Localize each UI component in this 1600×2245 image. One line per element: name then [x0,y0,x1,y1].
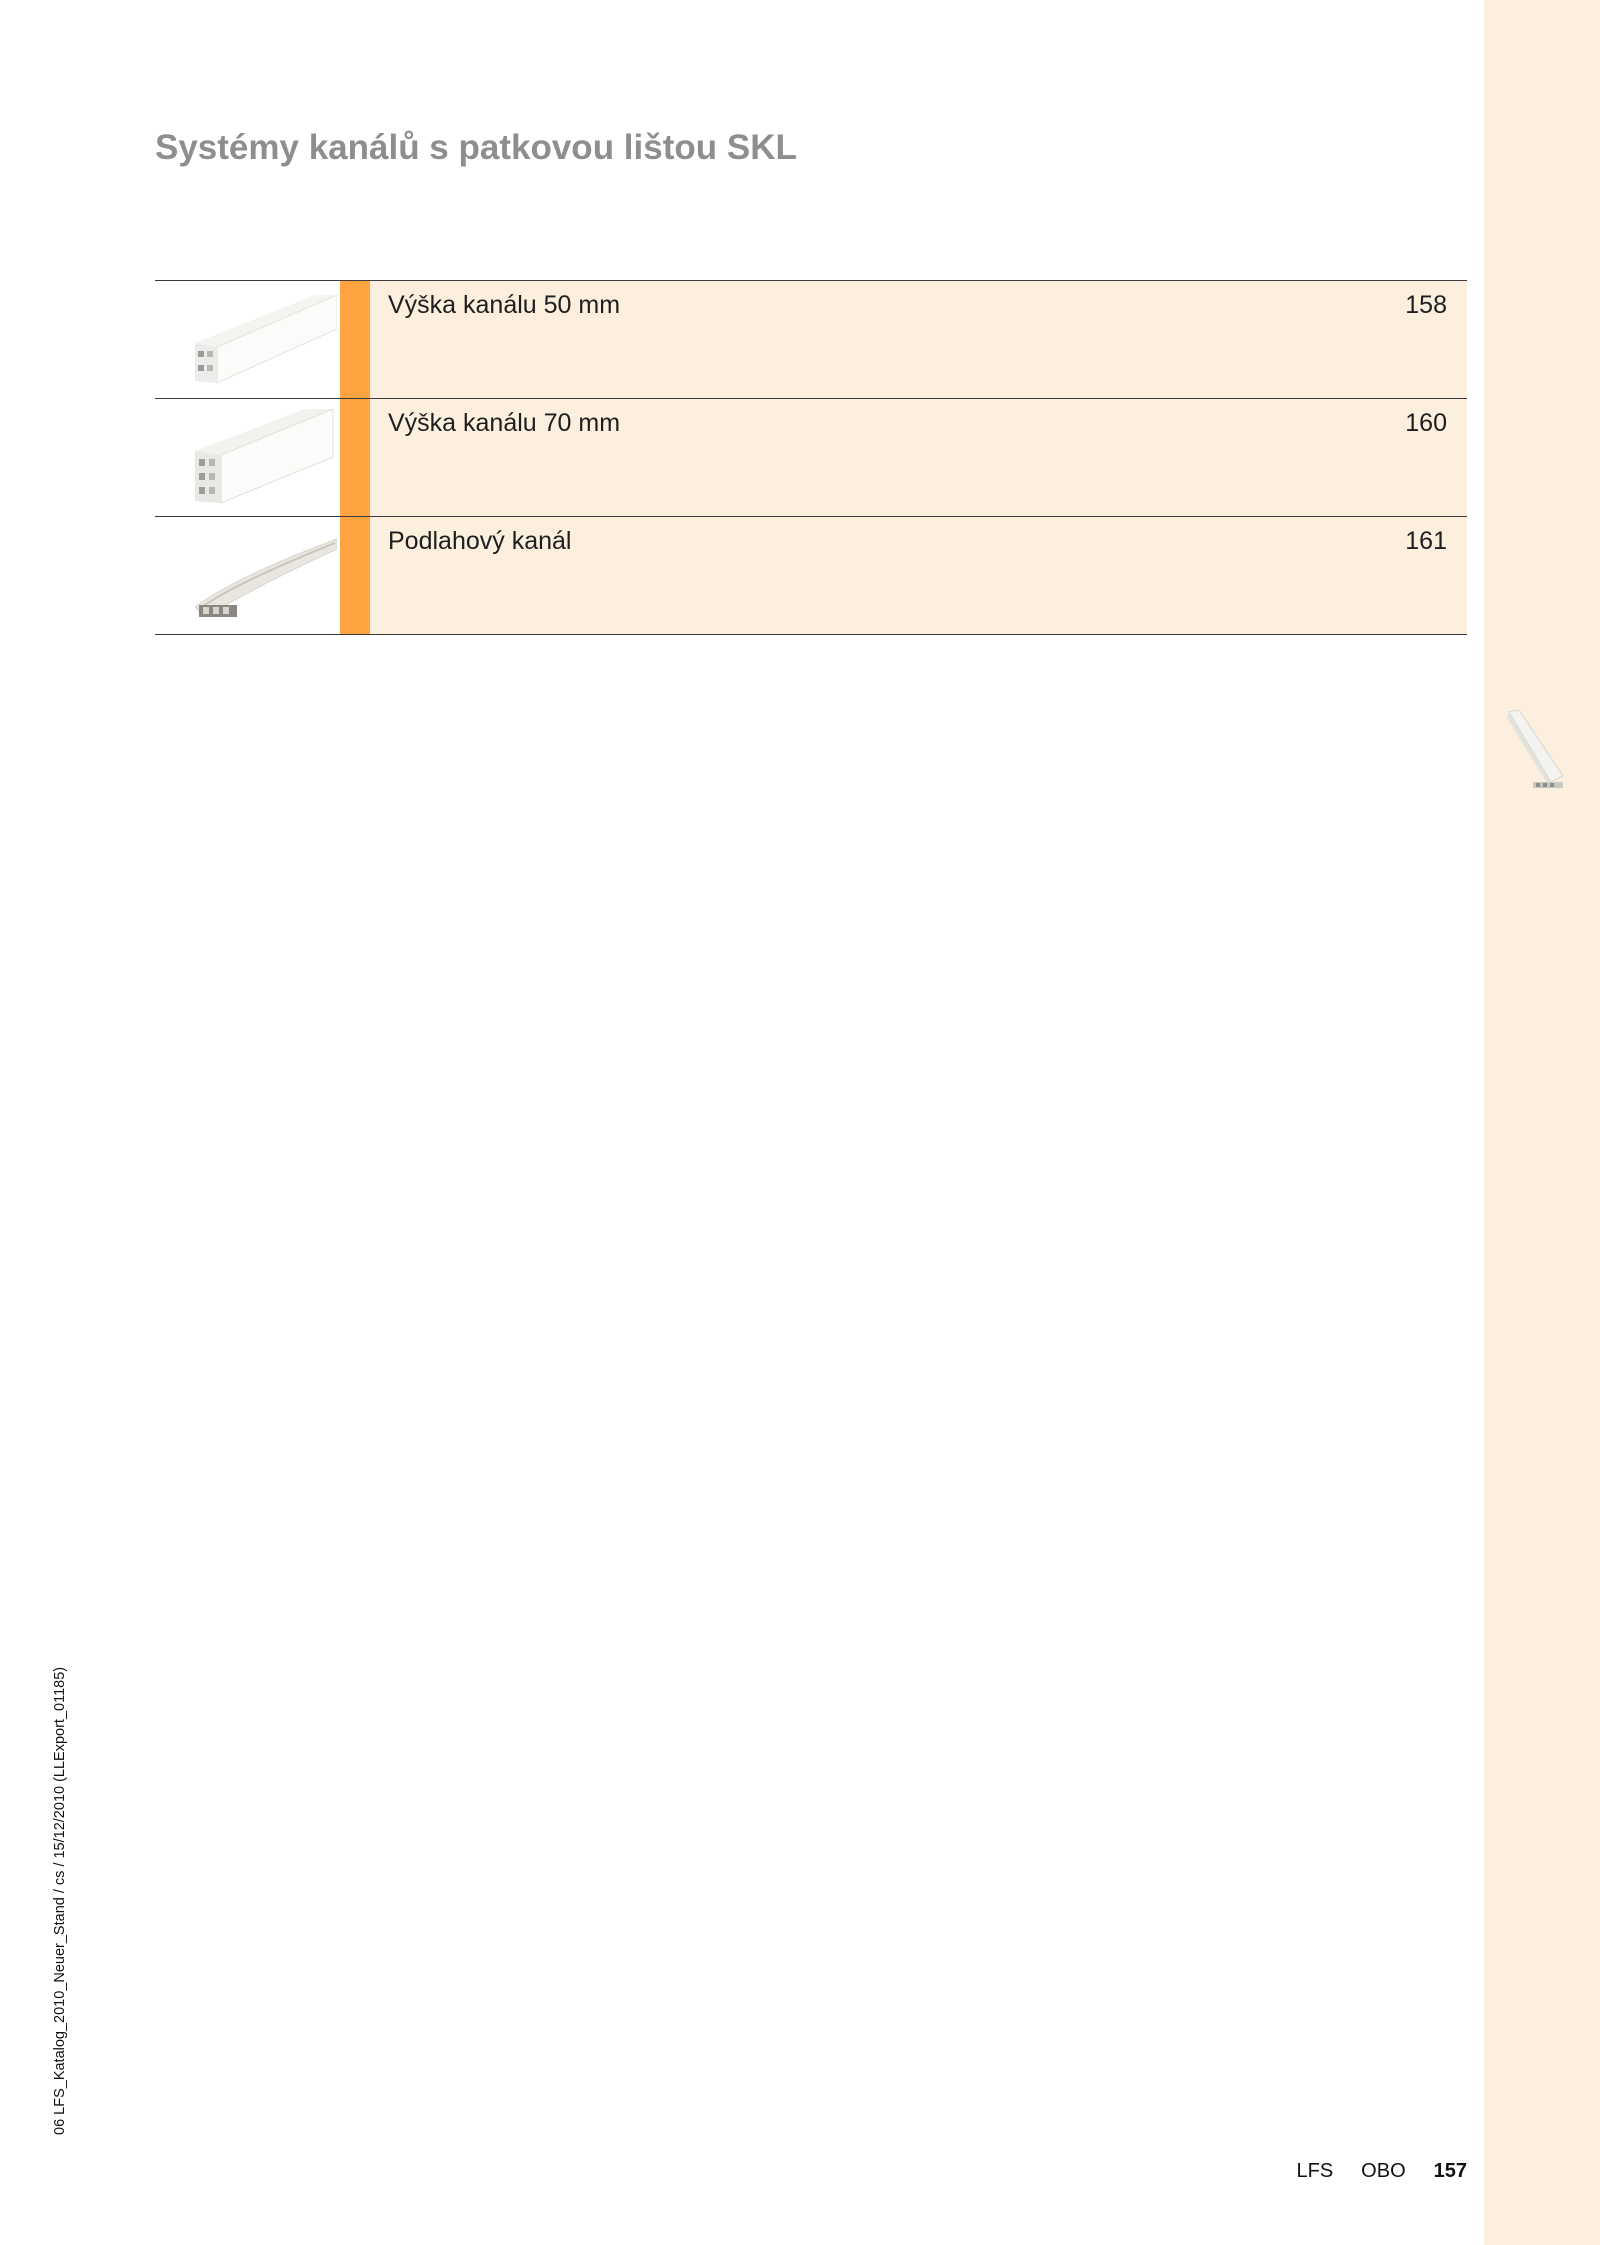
side-color-band [1484,0,1600,2245]
row-accent-bar [340,281,370,398]
page-footer [1296,2160,1467,2183]
row-label[interactable]: Výška kanálu 50 mm [388,291,621,319]
cable-duct-70-icon [195,409,337,505]
page-number: 157 [1433,2160,1467,2182]
row-accent-bar [340,517,370,634]
row-label[interactable]: Podlahový kanál [388,527,572,555]
footer-brand-lfs: LFS [1296,2160,1334,2182]
floor-duct-icon [195,527,337,623]
row-body [370,517,1467,634]
cable-duct-thumb-icon [1505,710,1565,792]
toc-table [155,280,1467,635]
cable-duct-50-icon [195,291,337,387]
print-job-note: 06 LFS_Katalog_2010_Neuer_Stand / cs / 15/12/2010 (LLExport_01185) [52,1666,68,2135]
toc-row[interactable] [155,517,1467,635]
page-title: Systémy kanálů s patkovou lištou SKL [155,128,797,167]
row-page-number[interactable]: 160 [1405,409,1447,437]
row-body [370,399,1467,516]
row-page-number[interactable]: 161 [1405,527,1447,555]
footer-brand-obo: OBO [1361,2160,1406,2182]
row-accent-bar [340,399,370,516]
toc-row[interactable] [155,281,1467,399]
row-page-number[interactable]: 158 [1405,291,1447,319]
row-body [370,281,1467,398]
row-label[interactable]: Výška kanálu 70 mm [388,409,621,437]
toc-row[interactable] [155,399,1467,517]
